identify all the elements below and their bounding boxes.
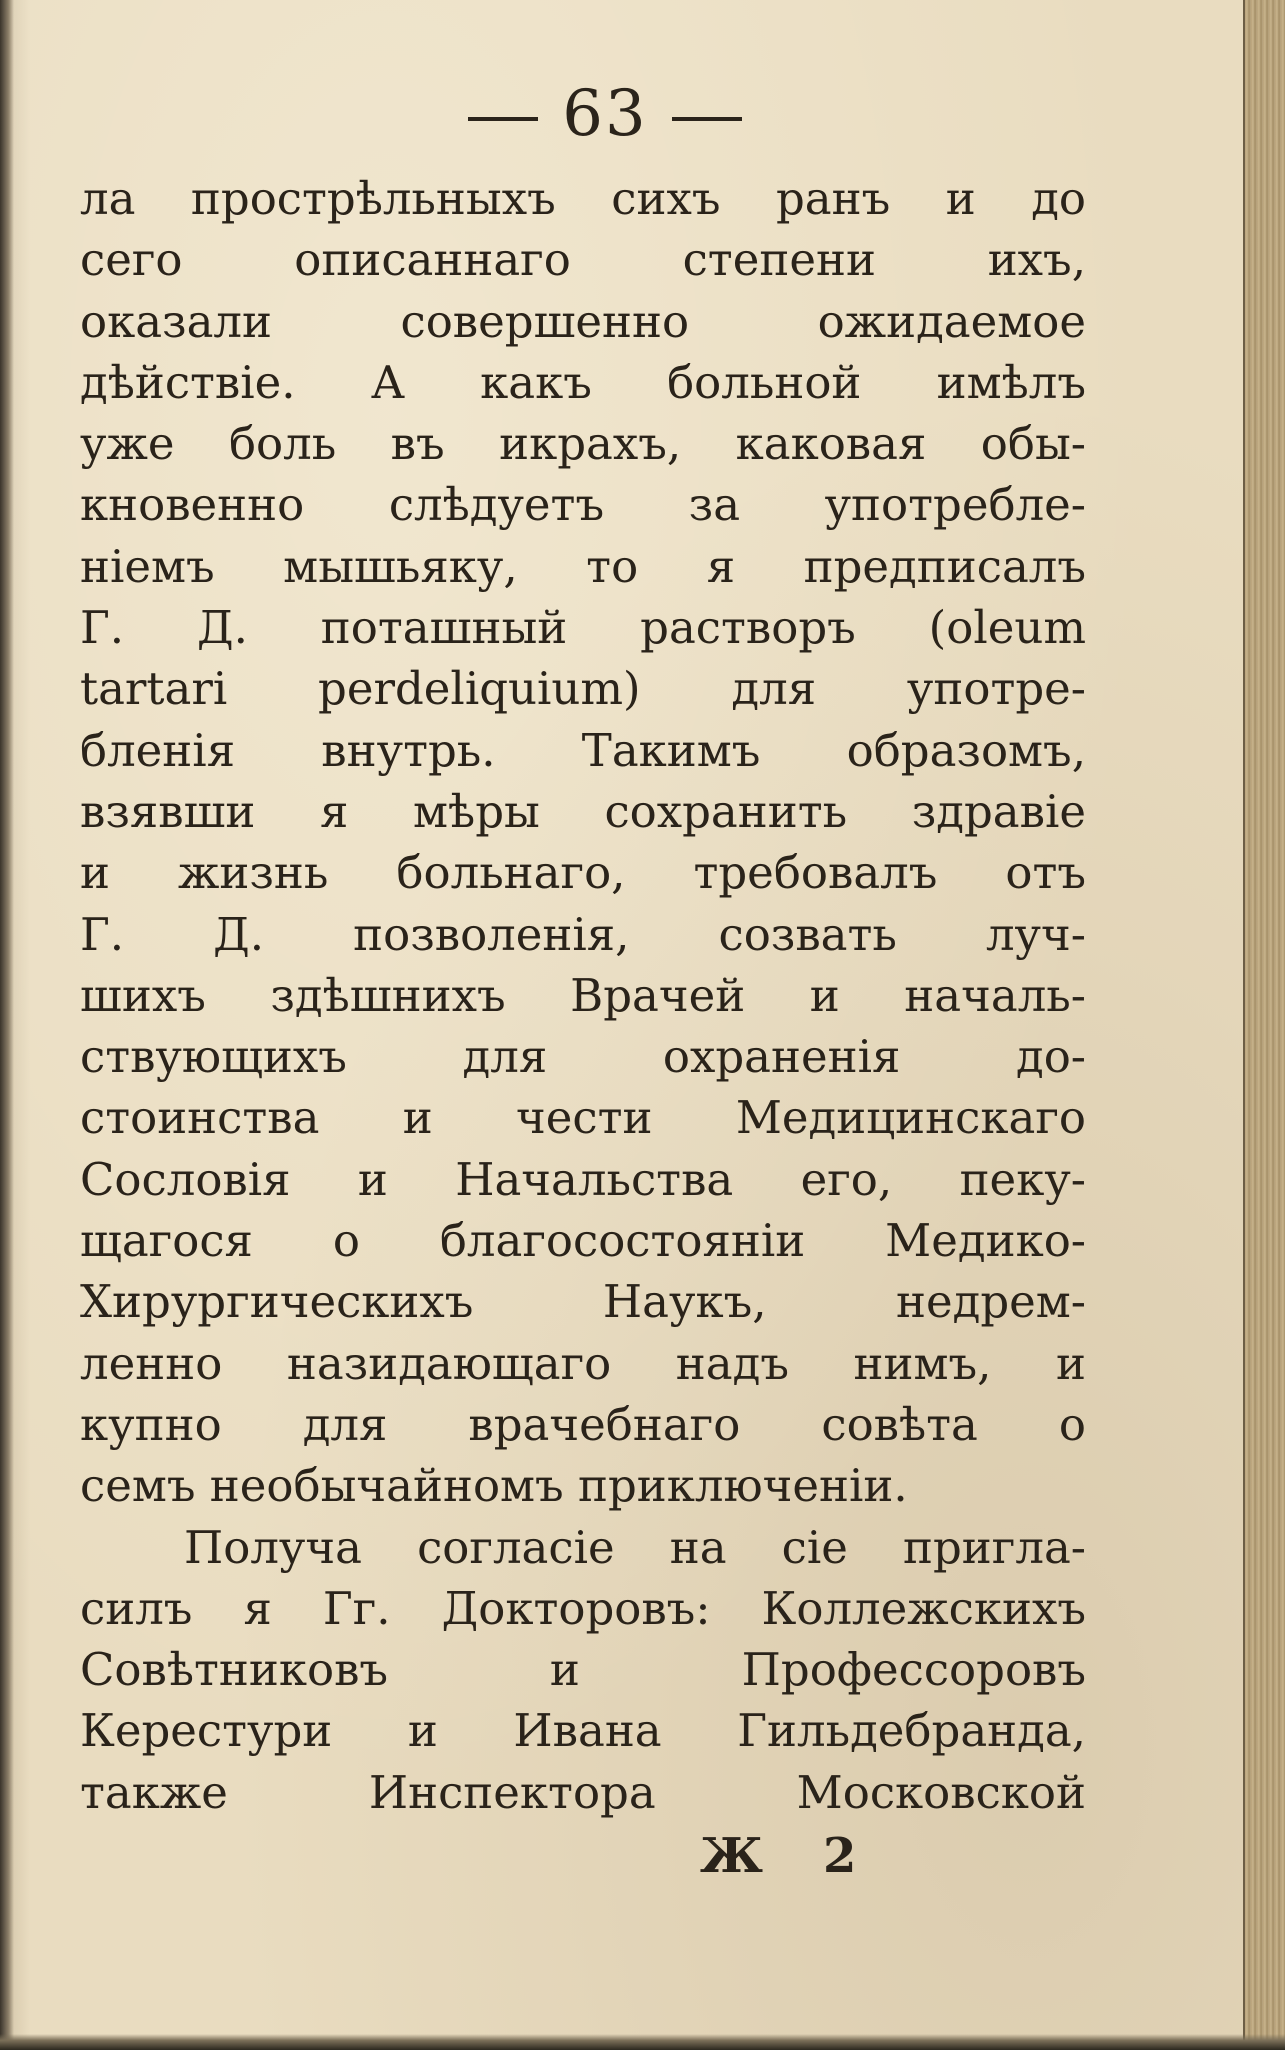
body-text bbox=[80, 168, 1086, 1823]
text-line: Совѣтниковъ и Профессоровъ bbox=[80, 1643, 1086, 1697]
text-line: сего описаннаго степени ихъ, bbox=[80, 233, 1086, 287]
text-line: tartari perdeliquium) для употре- bbox=[80, 662, 1086, 716]
text-line: Г. Д. поташный растворъ (oleum bbox=[80, 601, 1086, 655]
text-line: Сословія и Начальства его, пеку- bbox=[80, 1152, 1086, 1206]
text-line: кновенно слѣдуетъ за употребле- bbox=[80, 478, 1086, 532]
text-line: также Инспектора Московской bbox=[80, 1765, 1086, 1819]
signature-letter: Ж bbox=[700, 1828, 763, 1884]
page-bottom-shadow bbox=[0, 2034, 1285, 2050]
page-gutter-shadow bbox=[0, 0, 14, 2050]
text-line: Г. Д. позволенія, созвать луч- bbox=[80, 907, 1086, 961]
text-line: дѣйствіе. А какъ больной имѣлъ bbox=[80, 355, 1086, 409]
text-line: шихъ здѣшнихъ Врачей и началь- bbox=[80, 968, 1086, 1022]
text-line-paragraph-start: Получа согласіе на сіе пригла- bbox=[184, 1520, 1086, 1574]
signature-number: 2 bbox=[822, 1828, 857, 1884]
text-line: уже боль въ икрахъ, каковая обы- bbox=[80, 417, 1086, 471]
page-fore-edge bbox=[1243, 0, 1285, 2050]
text-line: купно для врачебнаго совѣта о bbox=[80, 1397, 1086, 1451]
page-number: 63 bbox=[562, 77, 648, 151]
right-dash-ornament bbox=[672, 117, 742, 121]
text-line: и жизнь больнаго, требовалъ отъ bbox=[80, 846, 1086, 900]
left-dash-ornament bbox=[468, 117, 538, 121]
text-line: щагося о благосостояніи Медико- bbox=[80, 1214, 1086, 1268]
text-line: Керестури и Ивана Гильдебранда, bbox=[80, 1704, 1086, 1758]
text-line: оказали совершенно ожидаемое bbox=[80, 294, 1086, 348]
text-line-paragraph-end: семъ необычайномъ приключеніи. bbox=[80, 1459, 908, 1513]
text-line: бленія внутрь. Такимъ образомъ, bbox=[80, 723, 1086, 777]
text-line: ствующихъ для охраненія до- bbox=[80, 1030, 1086, 1084]
text-line: ла прострѣльныхъ сихъ ранъ и до bbox=[80, 172, 1086, 225]
text-line: стоинства и чести Медицинскаго bbox=[80, 1091, 1086, 1145]
text-line: ленно назидающаго надъ нимъ, и bbox=[80, 1336, 1086, 1390]
text-line: взявши я мѣры сохранить здравіе bbox=[80, 784, 1086, 838]
printer-signature-mark bbox=[700, 1828, 900, 1884]
text-line: ніемъ мышьяку, то я предписалъ bbox=[80, 539, 1086, 593]
text-line: Хирургическихъ Наукъ, недрем- bbox=[80, 1275, 1086, 1329]
text-line: силъ я Гг. Докторовъ: Коллежскихъ bbox=[80, 1581, 1086, 1635]
page-number-header bbox=[0, 77, 1210, 151]
